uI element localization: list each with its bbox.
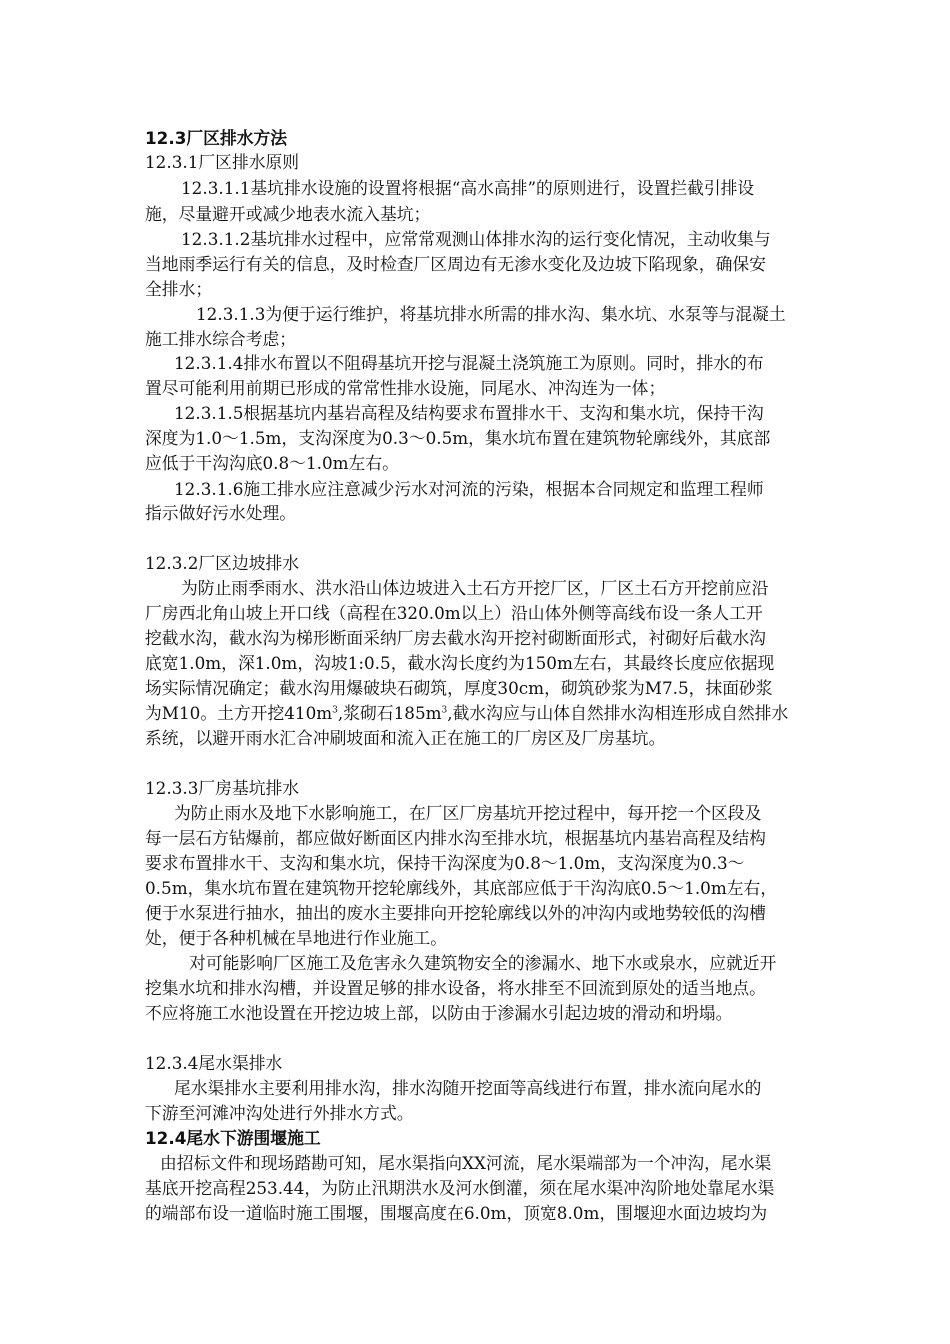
paragraph-line: 下游至河滩冲沟处进行外排水方式。 — [145, 1103, 414, 1123]
paragraph-line: 施，尽量避开或减少地表水流入基坑； — [145, 204, 431, 224]
paragraph-line: 12.3.1.3为便于运行维护，将基坑排水所需的排水沟、集水坑、水泵等与混凝土 — [196, 304, 786, 324]
paragraph-line: 尾水渠排水主要利用排水沟，排水沟随开挖面等高线进行布置，排水流向尾水的 — [174, 1078, 762, 1098]
subsection-heading-12-3-4: 12.3.4尾水渠排水 — [145, 1053, 283, 1073]
paragraph-line: 应低于干沟沟底0.8～1.0m左右。 — [145, 453, 399, 473]
paragraph-line: 要求布置排水干、支沟和集水坑，保持干沟深度为0.8～1.0m，支沟深度为0.3～ — [145, 853, 745, 873]
paragraph-line: 指示做好污水处理。 — [145, 503, 297, 523]
paragraph-line: 系统，以避开雨水汇合冲刷坡面和流入正在施工的厂房区及厂房基坑。 — [145, 728, 666, 748]
paragraph-line: 深度为1.0～1.5m，支沟深度为0.3～0.5m，集水坑布置在建筑物轮廓线外，其底部 — [145, 428, 771, 448]
paragraph-line: 底宽1.0m，深1.0m，沟坡1:0.5，截水沟长度约为150m左右，其最终长度应依据现 — [145, 653, 775, 673]
section-heading-12-4: 12.4尾水下游围堰施工 — [145, 1128, 321, 1148]
section-heading-12-3: 12.3厂区排水方法 — [145, 128, 288, 148]
paragraph-line: 施工排水综合考虑； — [145, 329, 297, 349]
paragraph-line: 不应将施工水池设置在开挖边坡上部，以防由于渗漏水引起边坡的滑动和坍塌。 — [145, 1003, 733, 1023]
subsection-heading-12-3-1: 12.3.1厂区排水原则 — [145, 152, 300, 172]
paragraph-line: 为防止雨季雨水、洪水沿山体边坡进入土石方开挖厂区，厂区土石方开挖前应沿 — [181, 578, 769, 598]
paragraph-line: 对可能影响厂区施工及危害永久建筑物安全的渗漏水、地下水或泉水，应就近开 — [189, 953, 777, 973]
paragraph-line: 全排水； — [145, 279, 213, 299]
paragraph-line: 为防止雨水及地下水影响施工，在厂区厂房基坑开挖过程中，每开挖一个区段及 — [174, 803, 762, 823]
paragraph-line: 场实际情况确定；截水沟用爆破块石砌筑，厚度30cm，砌筑砂浆为M7.5，抹面砂浆 — [145, 678, 773, 698]
subsection-heading-12-3-3: 12.3.3厂房基坑排水 — [145, 778, 300, 798]
paragraph-line: 当地雨季运行有关的信息，及时检查厂区周边有无渗水变化及边坡下陷现象，确保安 — [145, 254, 766, 274]
paragraph-line: 12.3.1.1基坑排水设施的设置将根据“高水高排”的原则进行，设置拦截引排设 — [181, 178, 755, 198]
paragraph-line: 12.3.1.4排水布置以不阻碍基坑开挖与混凝土浇筑施工为原则。同时，排水的布 — [174, 353, 764, 373]
paragraph-line: 12.3.1.5根据基坑内基岩高程及结构要求布置排水干、支沟和集水坑，保持干沟 — [174, 403, 764, 423]
paragraph-line: 挖截水沟，截水沟为梯形断面采纳厂房去截水沟开挖衬砌断面形式，衬砌好后截水沟 — [145, 628, 766, 648]
paragraph-line: 由招标文件和现场踏勘可知，尾水渠指向XX河流，尾水渠端部为一个冲沟，尾水渠 — [160, 1153, 772, 1173]
paragraph-line: 12.3.1.6施工排水应注意减少污水对河流的污染，根据本合同规定和监理工程师 — [174, 479, 764, 499]
paragraph-line: 置尽可能利用前期已形成的常常性排水设施，同尾水、冲沟连为一体； — [145, 378, 666, 398]
paragraph-line: 便于水泵进行抽水，抽出的废水主要排向开挖轮廓线以外的冲沟内或地势较低的沟槽 — [145, 903, 766, 923]
paragraph-line: 基底开挖高程253.44，为防止汛期洪水及河水倒灌，须在尾水渠冲沟阶地处靠尾水渠 — [145, 1178, 775, 1198]
paragraph-line: 挖集水坑和排水沟槽，并设置足够的排水设备，将水排至不回流到原处的适当地点。 — [145, 978, 766, 998]
paragraph-line: 12.3.1.2基坑排水过程中，应常常观测山体排水沟的运行变化情况，主动收集与 — [181, 229, 771, 249]
paragraph-line: 为M10。土方开挖$410m^3$,浆砌石$185m^3$,截水沟应与山体自然排水沟相连形成自然排水 — [145, 703, 789, 723]
paragraph-line: 处，便于各种机械在旱地进行作业施工。 — [145, 928, 448, 948]
subsection-heading-12-3-2: 12.3.2厂区边坡排水 — [145, 553, 300, 573]
paragraph-line: 的端部布设一道临时施工围堰，围堰高度在6.0m，顶宽8.0m，围堰迎水面边坡均为 — [145, 1203, 768, 1223]
paragraph-line: 0.5m，集水坑布置在建筑物开挖轮廓线外，其底部应低于干沟沟底0.5～1.0m左右， — [145, 878, 778, 898]
paragraph-line: 厂房西北角山坡上开口线（高程在320.0m以上）沿山体外侧等高线布设一条人工开 — [145, 603, 763, 623]
paragraph-line: 每一层石方钻爆前，都应做好断面区内排水沟至排水坑，根据基坑内基岩高程及结构 — [145, 828, 766, 848]
